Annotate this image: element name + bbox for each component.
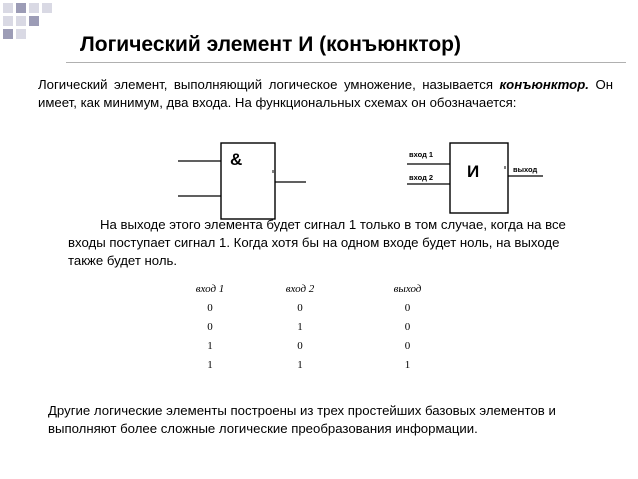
cell-input-2: 0	[297, 339, 303, 352]
cell-output: 0	[404, 301, 411, 314]
title-rule	[66, 62, 626, 63]
cell-output: 0	[404, 320, 411, 333]
deco-square	[3, 3, 13, 13]
table-row	[180, 336, 455, 355]
intro-keyword: конъюнктор.	[499, 77, 589, 92]
header-output: выход	[393, 283, 422, 295]
intro-paragraph	[38, 76, 613, 112]
gate-symbol-i: И	[467, 162, 480, 181]
deco-square	[16, 16, 26, 26]
header-input-2: вход 2	[285, 283, 315, 295]
cell-input-2: 0	[297, 301, 303, 314]
cell-output: 0	[404, 339, 411, 352]
table-row	[180, 317, 455, 336]
cell-input-1: 1	[207, 358, 213, 371]
cell-input-1: 0	[207, 301, 213, 314]
cell-input-1: 0	[207, 320, 213, 333]
gate-input-label-1: вход 1	[409, 150, 434, 159]
cell-output: 1	[404, 358, 411, 371]
deco-square	[16, 29, 26, 39]
deco-square	[3, 16, 13, 26]
footer-paragraph: Другие логические элементы построены из трех простейших базовых элементов и выполняют более сложные логические преобразования информации.	[48, 403, 556, 436]
cell-input-2: 1	[297, 358, 303, 371]
gate-input-label-2: вход 2	[409, 173, 434, 182]
description-paragraph: На выходе этого элемента будет сигнал 1 только в том случае, когда на все входы поступает сигнал 1. Когда хотя бы на одном входе будет ноль, на выходе также будет ноль.	[68, 217, 566, 268]
deco-square	[29, 3, 39, 13]
truth-table	[180, 280, 455, 374]
deco-square	[16, 3, 26, 13]
gate-symbol-and: &	[230, 150, 243, 169]
and-gate-gost-symbol	[403, 140, 553, 220]
gate-output-label: выход	[513, 165, 538, 174]
slide-title: Логический элемент И (конъюнктор)	[80, 33, 461, 56]
deco-square	[29, 16, 39, 26]
deco-square	[42, 3, 52, 13]
deco-square	[3, 29, 13, 39]
cell-input-1: 1	[207, 339, 213, 352]
header-input-1: вход 1	[195, 283, 225, 295]
intro-text-before: Логический элемент, выполняющий логическое умножение, называется	[38, 77, 500, 92]
table-row	[180, 355, 455, 374]
table-row	[180, 298, 455, 317]
cell-input-2: 1	[297, 320, 303, 333]
intro-text-after: Он имеет, как минимум, два входа. На функциональных схемах он обозначается:	[38, 77, 613, 110]
truth-table-header-row	[180, 280, 455, 298]
